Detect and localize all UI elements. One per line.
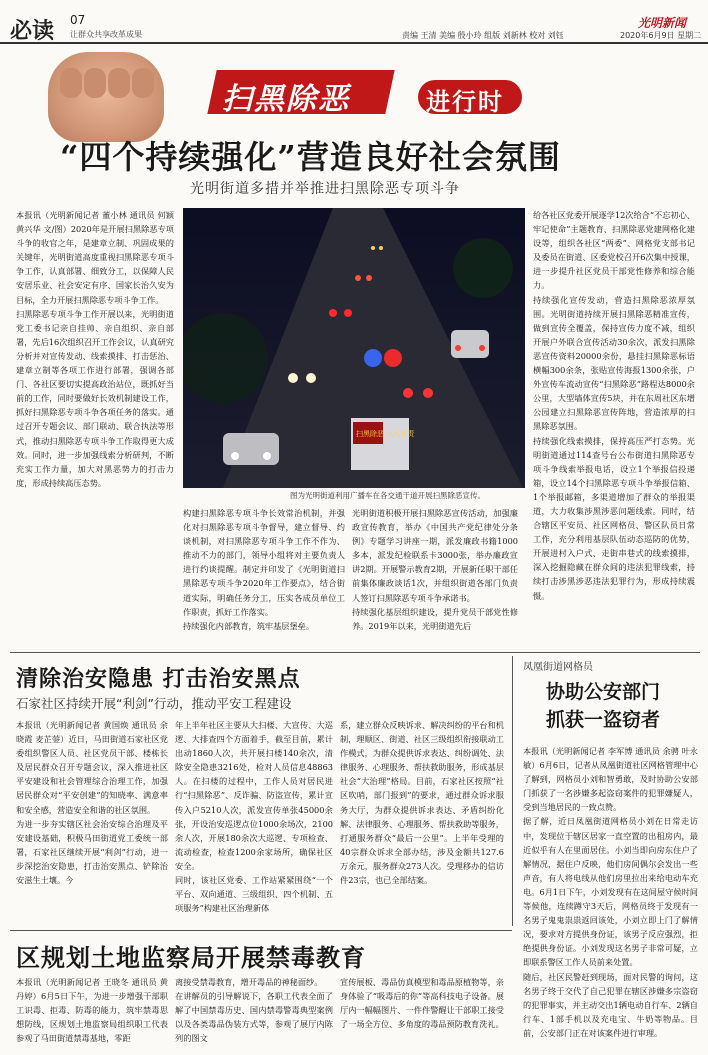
lead-subtitle: 光明街道多措并举推进扫黑除恶专项斗争 bbox=[190, 181, 460, 197]
page-description: 让群众共享改革成果 bbox=[70, 30, 142, 39]
lead-headline: “四个持续强化”营造良好社会氛围 bbox=[60, 138, 561, 176]
banner-tag: 进行时 bbox=[426, 88, 504, 116]
night-road-image bbox=[183, 208, 525, 488]
photo-caption: 图为光明街道利用广播车在各交通干道开展扫黑除恶宣传。 bbox=[290, 491, 485, 500]
article2-column-1: 本报讯（光明新闻记者 黄国焕 通讯员 余晓霞 麦芷蓥）近日，马田街道石家社区党委组织警区人员、社区党员干部、楼栋长及居民群众召开专题会议，深入推进社区平安建设和社会管理综合治理工作，加强居民群众对“平安创建”的知晓率、满意率和安全感，营造安全和谐的社区氛围。 为进一步夯实辖区社会治安综合治理及平安建设基础，积极马田街道党工委统一部署，石家社区继续开展“利剑”行动，进一步深挖治安隐患，打击治安黑点、铲除治安滋生土壤。今 bbox=[16, 720, 168, 886]
article3-column-2: 离接受禁毒教育，增开毒品的神秘面纱。 在讲解员的引导解说下，各职工代表全面了解了中国禁毒历史、国内禁毒警毒典型案例以及各类毒品伪装方式等，参观了展厅内陈列的图文 bbox=[175, 977, 333, 1044]
article2-headline: 清除治安隐患 打击治安黑点 bbox=[16, 666, 301, 692]
section-divider-2 bbox=[10, 930, 512, 931]
article3-headline: 区规划土地监察局开展禁毒教育 bbox=[16, 943, 366, 972]
lead-column-2: 构建扫黑除恶专项斗争长效常治机制，并强化对扫黑除恶专项斗争督导，建立督导、约谈机制，对扫黑除恶专项斗争工作不作为、推动不力的部门，领导小组将对主要负责人进行约谈提醒。制定并印发了《光明街道扫黑除恶专项斗争2020年工作要点》，结合街道实际，明确任务分工，压实各成员单位工作职责，抓好工作落实。 持续强化内部教育，筑牢基层堡垒。 bbox=[183, 508, 345, 631]
page-header bbox=[0, 0, 708, 44]
banner-title: 扫黑除恶 bbox=[222, 82, 350, 117]
sidebar-headline-line2: 抓获一盗窃者 bbox=[546, 709, 661, 731]
section-divider bbox=[10, 652, 700, 653]
lead-column-3b: 光明街道积极开展扫黑除恶宣传活动，加强廉政宣传教育，举办《中国共产党纪律处分条例》专题学习讲座一期，派发廉政书籍1000多本，派发纪检联系卡3000张，举办廉政宣讲2期。开展警示教育2期，开展新任职干部任前集体廉政谈话1次，并组织街道各部门负责人签订扫黑除恶专项斗争承诺书。 持续强化基层组织建设，提升党员干部党性修养。2019年以来，光明街道先后 bbox=[352, 508, 518, 631]
editor-credits: 责编 王清 美编 殷小玲 组版 刘新林 校对 刘钰 bbox=[402, 31, 564, 40]
article3-column-1: 本报讯（光明新闻记者 王晓冬 通讯员 黄丹婷）6月5日下午，为进一步增强干部职工识毒、拒毒、防毒的能力，筑牢禁毒思想防线，区规划土地监察局组织职工代表参观了马田街道禁毒基地，零距 bbox=[16, 977, 168, 1044]
fist-illustration bbox=[48, 52, 164, 142]
newspaper-logo: 光明新闻 bbox=[638, 16, 687, 30]
lead-column-3a: 给各社区党委开展逐学12次给合“不忘初心、牢记使命”主题教育、扫黑除恶党建网格化建设等，组织各社区“两委”、网格党支部书记及委员在街道、区委党校召开6次集中授课，进一步提升社区党员干部党性修养和综合能力。 持续强化宣传发动，营造扫黑除恶浓厚氛围。光明街道持续开展扫黑除恶精准宣传，做到宣传全覆盖，保持宣传力度不减，组织开展户外联合宣传活动30余次，派发扫黑除恶宣传资料20000余份，悬挂扫黑除恶标语横幅300余条，张贴宣传海报1300余张，户外宣传车流动宣传“扫黑除恶”路程达8000余公里，大型墙体宣传5块，并在东周社区东增公园建立扫黑除恶宣传阵地，营造浓厚的扫黑除恶氛围。 持续强化线索摸排，保持高压严打态势。光明街道通过114查号台公布街道扫黑除恶专项斗争线索举报电话，设立1个举报信投递箱，设立14个扫黑除恶专项斗争举报信箱、1个举报邮箱，多渠道增加了群众的举报渠道，大力收集涉黑涉恶问题线索。同时，结合辖区平安员、社区网格员、警区队员日常工作，充分利用基层队伍动态巡防的优势，开展进村入户式、走街串巷式的线索摸排，深入挖掘隐藏在群众间的违法犯罪线索，持续打击涉黑涉恶违法犯罪行为，形成持续震慑。 bbox=[533, 210, 695, 601]
lead-photo bbox=[183, 208, 525, 488]
article3-column-3: 宣传展板、毒品仿真模型和毒品原植物等，亲身体验了“吸毒后的你”等高科技电子设备。展厅内一幅幅图片、一件件警醒让干部职工接受了一场全方位、多角度的毒品预防教育洗礼。 bbox=[340, 977, 504, 1030]
issue-date: 2020年6月9日 星期二 bbox=[620, 31, 702, 40]
lead-column-1: 本报讯（光明新闻记者 董小林 通讯员 何颖 黄兴华 文/图）2020年是开展扫黑除恶专项斗争的收官之年，是建章立制、巩固成果的关键年，光明街道高度重视扫黑除恶专项斗争工作，认真部署、细致分工，以保障人民安居乐业、社会安定有序、国家长治久安为目标，全力开展扫黑除恶专项斗争工作。 扫黑除恶专项斗争工作开展以来，光明街道党工委书记亲自挂帅、亲自组织、亲自部署，先后16次组织召开工作会议，认真研究分析并对宣传发动、线索摸排、打击惩治、建章立制等各项工作进行部署，强调各部门、各社区要切实提高政治站位，既抓好当前的工作，同时要做好长效机制建设工作，抓好扫黑除恶专项斗争各项任务的落实。通过召开专题会议、部门联动、联合执法等形式，推动扫黑除恶专项斗争工作取得更大成效。同时，进一步加强线索分析研判，不断充实工作力量，加大对黑恶势力的打击力度，形成持续高压态势。 bbox=[16, 210, 174, 488]
photo-sign: 扫黑除恶 人人有责 bbox=[356, 430, 415, 438]
sidebar-body: 本报讯（光明新闻记者 李军博 通讯员 余骋 叶永敏）6月6日，记者从凤凰街道社区网格管理中心了解到，网格员小刘和智勇敢，及时协助公安部门抓获了一名涉嫌多起盗窃案件的犯罪嫌疑人，受到当地居民的一致点赞。 据了解，近日凤凰街道网格员小刘在日常走访中，发现位于辖区居家一直空置的出租房内，最近似乎有人在里面居住。小刘当即向房东住户了解情况，据住户反映，他们房间偶尔会发出一些声音，有人将电线从他们房里拉出来给电动车充电。6月1日下午，小刘发现有在这间屋守候时间等候他，连续蹲守3天后，网格员终于发现有一名男子鬼鬼祟祟返回该处，小刘立即上门了解情况，要求对方提供身份证，该男子反应强烈，拒绝提供身份证。小刘发现这名男子非常可疑，立即联系警区工作人员前来处置。 随后，社区民警赶到现场，面对民警的询问，这名男子终于交代了自己犯罪在辖区涉嫌多宗盗窃的犯罪事实，并主动交出1辆电动自行车、2辆自行车、1部手机以及充电宝、牛奶等物品。目前，公安部门正在对该案件进行审理。 bbox=[523, 746, 698, 1038]
sidebar-headline-line1: 协助公安部门 bbox=[546, 681, 661, 703]
column-divider bbox=[512, 656, 513, 926]
sidebar-kicker: 凤凰街道网格员 bbox=[523, 662, 593, 673]
article2-column-2: 年上半年社区主要从大扫楼、大宣传、大巡逻、大排查四个方面着手，截至目前，累计出动1860人次，共开展扫楼140余次，清除安全隐患3216处，检对人员信息48863人。在扫楼的过程中，工作人员对居民进行“扫黑除恶”、反诈骗、防盗宣传，累计宣传入户5210人次，派发宣传单张45000余张，开设治安巡逻点位1000余场次，2100余人次，开展180余次大巡逻、专项检查、流动检查，检查1200余家场所，确保社区安全。 同时，该社区党委、工作站紧紧围绕“一个平台、双向通道、三级组织、四个机制、五项服务”构建社区治理新体 bbox=[175, 720, 333, 914]
article2-column-3: 系，建立群众反映诉求、解决纠纷的平台和机制，理顺区、街道、社区三级组织衔接联动工作模式，为群众提供诉求表达、纠纷调处、法律服务、心理服务、帮扶救助服务，形成基层社会“大治理”格局。目前，石家社区按照“社区吹哨，部门报到”的要求，通过群众诉求服务大厅，为群众提供诉求表达、矛盾纠纷化解、法律服务、心理服务、帮扶救助等服务，打通服务群众“最后一公里”。上半年受理的40宗群众诉求全部办结，涉及金额共127.6万余元，服务群众273人次。受理移办的信访件23宗，也已全部结案。 bbox=[340, 720, 504, 886]
article2-subtitle: 石家社区持续开展“利剑”行动，推动平安工程建设 bbox=[16, 696, 292, 711]
page-number: 07 bbox=[70, 13, 86, 27]
section-name: 必读 bbox=[10, 19, 55, 44]
sidebar-headline bbox=[546, 678, 706, 734]
